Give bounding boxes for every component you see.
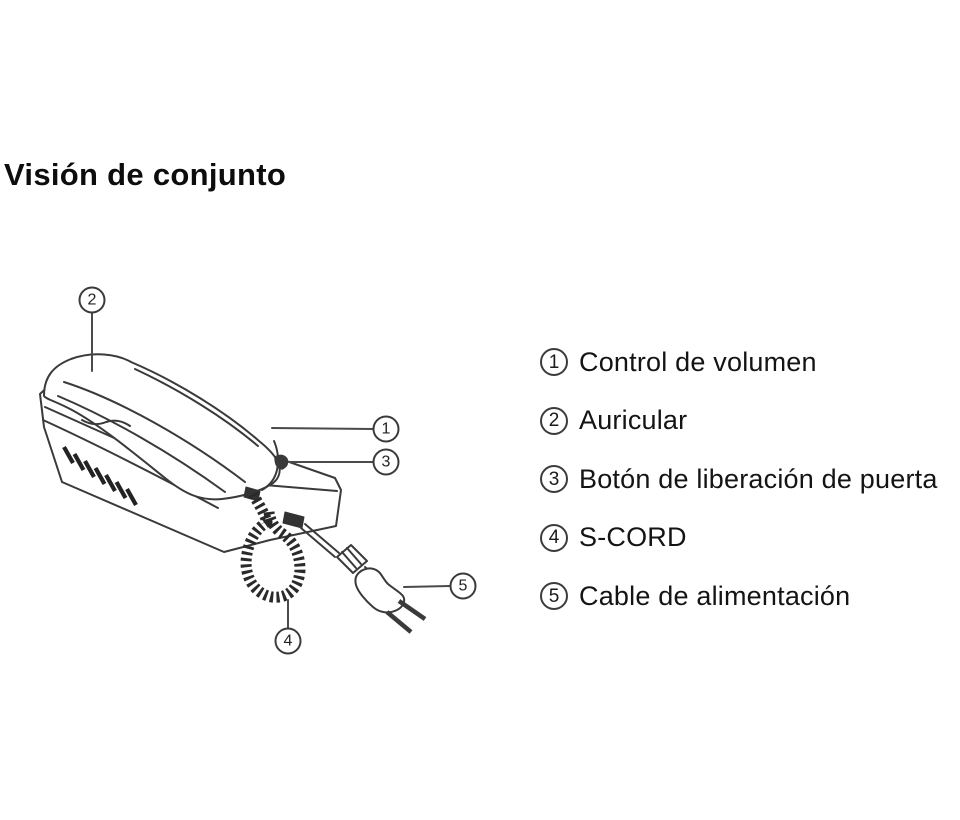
legend-num-5: 5 (540, 582, 568, 610)
legend-label-4: S-CORD (579, 522, 687, 552)
legend-item-s-cord (540, 518, 958, 558)
callout-badge-4 (276, 629, 301, 654)
callout-badge-5 (451, 574, 476, 599)
legend-label-2: Auricular (579, 405, 688, 435)
legend (540, 342, 958, 635)
legend-num-2: 2 (540, 407, 568, 435)
legend-num-4: 4 (540, 524, 568, 552)
legend-label-1: Control de volumen (579, 346, 817, 377)
legend-num-3: 3 (540, 465, 568, 493)
legend-item-door-release (540, 459, 958, 499)
callout-badge-2 (80, 288, 105, 313)
legend-num-1: 1 (540, 348, 568, 376)
callout-number-2: 2 (87, 291, 97, 309)
plug-body (355, 568, 404, 612)
leader-1 (272, 428, 373, 429)
callout-badge-1 (374, 417, 399, 442)
power-plug (355, 568, 425, 632)
legend-label-3: Botón de liberación de puerta (579, 463, 938, 494)
legend-item-power-cable (540, 576, 958, 616)
page-title: Visión de conjunto (4, 157, 287, 192)
callout-number-4: 4 (283, 632, 293, 650)
legend-item-volume-control (540, 342, 958, 382)
callout-number-1: 1 (381, 420, 391, 438)
legend-label-5: Cable de alimentación (579, 580, 851, 611)
callout-badge-3 (374, 450, 399, 475)
door-release-button (275, 455, 287, 469)
callout-number-5: 5 (458, 577, 468, 595)
legend-item-handset (540, 401, 958, 441)
callout-number-3: 3 (381, 453, 391, 471)
leader-5 (404, 586, 450, 587)
